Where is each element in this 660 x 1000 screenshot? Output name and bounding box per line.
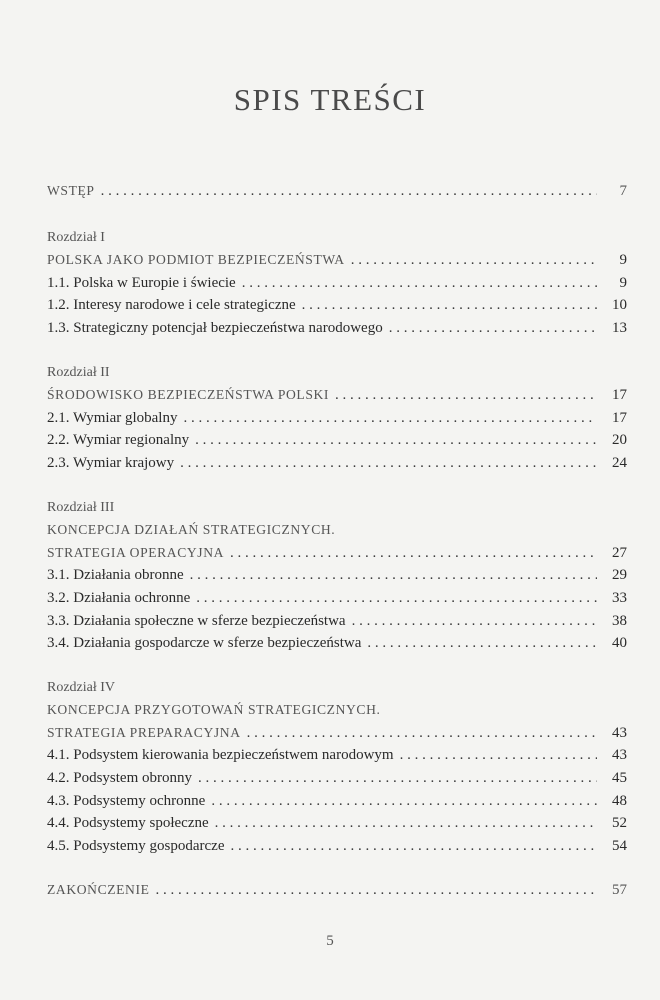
chapter-label: Rozdział IV [47, 679, 116, 695]
toc-chapter-heading[interactable] [47, 384, 627, 407]
toc-entry-page: 27 [612, 544, 627, 561]
toc-entry-page: 17 [612, 387, 627, 404]
toc-entry-page: 9 [619, 274, 627, 291]
toc-entry-page: 45 [612, 770, 627, 787]
toc-entry[interactable] [47, 812, 627, 835]
leader-dots [400, 744, 597, 767]
leader-dots [211, 790, 597, 813]
toc-entry-page: 57 [612, 882, 627, 899]
toc-entry-label: 1.1. Polska w Europie i świecie [47, 274, 236, 291]
leader-dots [198, 767, 597, 790]
toc-chapter-heading[interactable] [47, 542, 627, 565]
toc-entry[interactable] [47, 610, 627, 633]
toc-entry[interactable] [47, 294, 627, 317]
toc-entry[interactable] [47, 744, 627, 767]
chapter-label: Rozdział I [47, 229, 105, 245]
leader-dots [352, 610, 597, 633]
toc-entry-label: 4.4. Podsystemy społeczne [47, 815, 209, 832]
toc-chapter-group [47, 677, 627, 858]
toc-entry-page: 33 [612, 589, 627, 606]
leader-dots [183, 407, 597, 430]
leader-dots [156, 879, 598, 902]
toc-intro-group [47, 180, 627, 203]
toc-entry-label: 4.2. Podsystem obronny [47, 770, 193, 787]
toc-entry-page: 17 [612, 409, 627, 426]
toc-entry[interactable] [47, 452, 627, 475]
leader-dots [242, 272, 597, 295]
toc-entry-page: 9 [619, 252, 627, 269]
toc-entry-label: 3.2. Działania ochronne [47, 589, 191, 606]
toc-entry-label: 1.3. Strategiczny potencjał bezpieczeństwa narodowego [47, 319, 383, 336]
toc-entry-page: 10 [612, 297, 627, 314]
toc-chapter-heading[interactable] [47, 722, 627, 745]
toc-entry-label: 4.1. Podsystem kierowania bezpieczeństwem narodowym [47, 747, 394, 764]
leader-dots [389, 317, 597, 340]
toc-entry-label: 3.3. Działania społeczne w sferze bezpieczeństwa [47, 612, 346, 629]
toc-entry-page: 40 [612, 635, 627, 652]
leader-dots [230, 835, 597, 858]
toc-entry[interactable] [47, 632, 627, 655]
toc-entry-intro[interactable] [47, 180, 627, 203]
toc-entry[interactable] [47, 407, 627, 430]
page-number: 5 [326, 933, 334, 949]
leader-dots [351, 249, 597, 272]
toc-chapter-group [47, 362, 627, 475]
toc-conclusion-group [47, 879, 627, 902]
toc-entry-label: 4.3. Podsystemy ochronne [47, 792, 206, 809]
toc-entry-page: 54 [612, 837, 627, 854]
toc-entry-label: 3.1. Działania obronne [47, 567, 184, 584]
leader-dots [195, 429, 597, 452]
toc-entry-page: 52 [612, 815, 627, 832]
toc-entry-label: 2.3. Wymiar krajowy [47, 454, 175, 471]
leader-dots [180, 452, 597, 475]
toc-entry[interactable] [47, 790, 627, 813]
toc-entry-page: 38 [612, 612, 627, 629]
toc-entry-page: 24 [612, 454, 627, 471]
leader-dots [101, 180, 597, 203]
chapter-label: Rozdział II [47, 364, 110, 380]
toc-entry[interactable] [47, 272, 627, 295]
leader-dots [302, 294, 597, 317]
toc-entry-page: 43 [612, 724, 627, 741]
toc-entry-label: 4.5. Podsystemy gospodarcze [47, 837, 225, 854]
toc-entry-page: 20 [612, 432, 627, 449]
toc-entry[interactable] [47, 564, 627, 587]
leader-dots [190, 564, 597, 587]
toc-chapters [47, 227, 627, 858]
toc-entry-label: 3.4. Działania gospodarcze w sferze bezpieczeństwa [47, 635, 362, 652]
page-title: SPIS TREŚCI [233, 82, 427, 117]
leader-dots [230, 542, 597, 565]
chapter-heading-line: KONCEPCJA DZIAŁAŃ STRATEGICZNYCH. [47, 522, 336, 538]
leader-dots [247, 722, 597, 745]
toc-entry-page: 48 [612, 792, 627, 809]
toc-entry[interactable] [47, 835, 627, 858]
toc-chapter-heading[interactable] [47, 249, 627, 272]
chapter-label: Rozdział III [47, 499, 115, 515]
leader-dots [215, 812, 597, 835]
toc-entry-conclusion[interactable] [47, 879, 627, 902]
toc-entry-label: WSTĘP [47, 183, 95, 198]
toc-entry[interactable] [47, 317, 627, 340]
toc-entry-label: STRATEGIA PREPARACYJNA [47, 724, 241, 740]
toc-entry-label: 2.1. Wymiar globalny [47, 409, 178, 426]
leader-dots [196, 587, 597, 610]
toc-entry-label: POLSKA JAKO PODMIOT BEZPIECZEŃSTWA [47, 252, 345, 268]
toc-entry[interactable] [47, 587, 627, 610]
leader-dots [367, 632, 597, 655]
toc-entry-label: ŚRODOWISKO BEZPIECZEŃSTWA POLSKI [47, 387, 330, 403]
toc-entry-label: 2.2. Wymiar regionalny [47, 432, 190, 449]
toc-entry-label: STRATEGIA OPERACYJNA [47, 544, 225, 560]
toc-entry-page: 43 [612, 747, 627, 764]
chapter-heading-line: KONCEPCJA PRZYGOTOWAŃ STRATEGICZNYCH. [47, 702, 381, 718]
toc-entry[interactable] [47, 767, 627, 790]
toc-chapter-group [47, 227, 627, 340]
leader-dots [335, 384, 597, 407]
toc-entry-page: 29 [612, 567, 627, 584]
toc-entry[interactable] [47, 429, 627, 452]
toc-entry-page: 13 [612, 319, 627, 336]
toc-entry-label: 1.2. Interesy narodowe i cele strategiczne [47, 297, 296, 314]
table-of-contents [47, 180, 627, 924]
toc-entry-label: ZAKOŃCZENIE [47, 882, 150, 898]
toc-entry-page: 7 [619, 183, 627, 199]
toc-chapter-group [47, 497, 627, 655]
